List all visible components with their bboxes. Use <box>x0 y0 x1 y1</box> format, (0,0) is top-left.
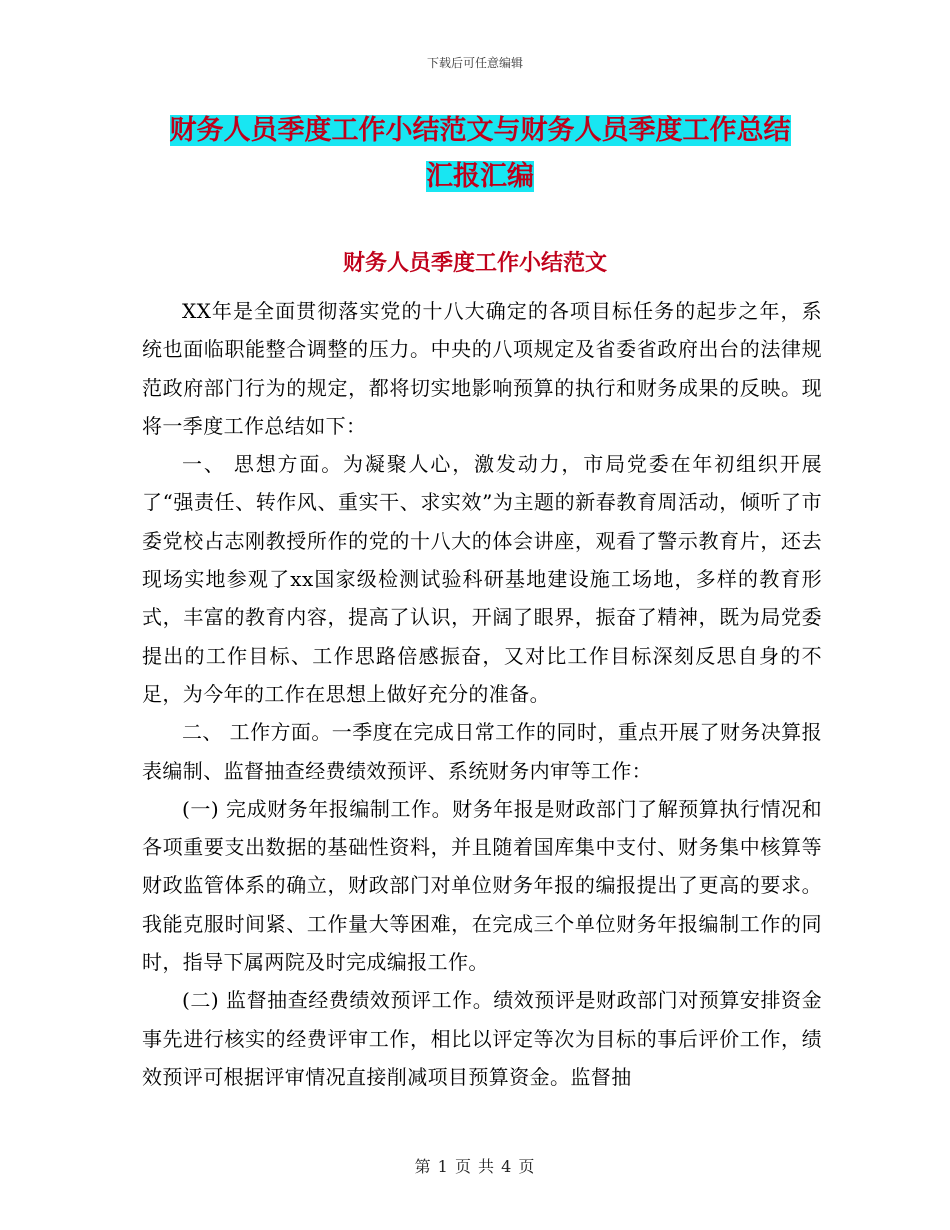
page-header-note: 下载后可任意编辑 <box>426 56 523 70</box>
section-title: 财务人员季度工作小结范文 <box>342 251 607 276</box>
document-title-line-2: 汇报汇编 <box>426 161 534 192</box>
paragraph-annual-report: (一) 完成财务年报编制工作。财务年报是财政部门了解预算执行情况和各项重要支出数据的基础性资料，并且随着国库集中支付、财务集中核算等财政监管体系的确立，财政部门对单位财务年报的编报提出了更高的要求。我能克服时间紧、工作量大等困难，在完成三个单位财务年报编制工作的同时，指导下属两院及时完成编报工作。 <box>142 796 822 975</box>
paragraph-work: 二、 工作方面。一季度在完成日常工作的同时，重点开展了财务决算报表编制、监督抽查经费绩效预评、系统财务内审等工作： <box>142 720 822 783</box>
document-title-line-1: 财务人员季度工作小结范文与财务人员季度工作总结 <box>169 115 791 146</box>
document-title <box>140 108 820 200</box>
paragraph-intro: XX年是全面贯彻落实党的十八大确定的各项目标任务的起步之年，系统也面临职能整合调整的压力。中央的八项规定及省委省政府出台的法律规范政府部门行为的规定，都将切实地影响预算的执行和财务成果的反映。现将一季度工作总结如下： <box>142 299 822 438</box>
paragraph-performance-review: (二) 监督抽查经费绩效预评工作。绩效预评是财政部门对预算安排资金事先进行核实的经费评审工作，相比以评定等次为目标的事后评价工作，绩效预评可根据评审情况直接削减项目预算资金。监督抽 <box>142 988 822 1089</box>
paragraph-thinking: 一、 思想方面。为凝聚人心，激发动力，市局党委在年初组织开展了“强责任、转作风、重实干、求实效”为主题的新春教育周活动，倾听了市委党校占志刚教授所作的党的十八大的体会讲座，观看了警示教育片，还去现场实地参观了xx国家级检测试验科研基地建设施工场地，多样的教育形式，丰富的教育内容，提高了认识，开阔了眼界，振奋了精神，既为局党委提出的工作目标、工作思路倍感振奋，又对比工作目标深刻反思自身的不足，为今年的工作在思想上做好充分的准备。 <box>142 452 822 706</box>
page-footer: 第 1 页 共 4 页 <box>414 1157 536 1176</box>
document-body <box>142 292 822 1096</box>
